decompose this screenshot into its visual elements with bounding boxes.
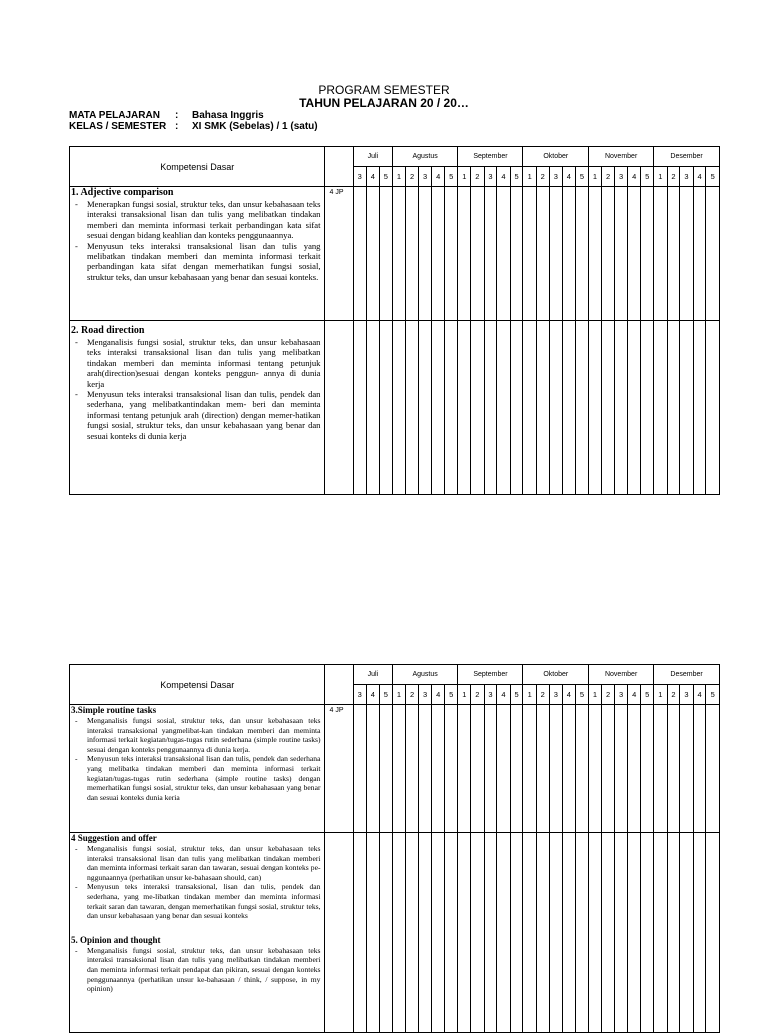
week-number: 3 [418, 685, 431, 705]
table-row [70, 705, 720, 833]
schedule-cell [706, 705, 720, 833]
schedule-cell [536, 187, 549, 321]
schedule-cell [589, 705, 602, 833]
week-number: 4 [628, 685, 641, 705]
week-number: 5 [575, 167, 588, 187]
schedule-cell [432, 833, 445, 1033]
kelas-semester-label: KELAS / SEMESTER [69, 121, 167, 132]
schedule-cell [484, 321, 497, 495]
schedule-cell [654, 833, 667, 1033]
schedule-cell [549, 187, 562, 321]
schedule-cell [601, 187, 614, 321]
schedule-cell [589, 187, 602, 321]
week-number: 4 [497, 167, 510, 187]
schedule-cell [641, 833, 654, 1033]
schedule-cell [523, 705, 536, 833]
month-november: November [589, 665, 654, 685]
schedule-cell [628, 187, 641, 321]
kompetensi-dasar-header: Kompetensi Dasar [70, 147, 325, 187]
week-number: 1 [458, 685, 471, 705]
schedule-cell [667, 833, 680, 1033]
schedule-cell [406, 321, 419, 495]
kd-bullet: - Menyusun teks interaksi transaksional lisan dan tulis yang melibatkan tindakan memberi dan meminta informasi terkait perbandingan kata sifat dengan memerhatikan fungsi sosial, struktur teks, dan unsur kebahasaan yang benar dan sesuai konteks. [71, 241, 320, 283]
week-number: 3 [615, 167, 628, 187]
schedule-cell [418, 833, 431, 1033]
schedule-cell [497, 705, 510, 833]
schedule-cell [680, 705, 693, 833]
mata-pelajaran-label: MATA PELAJARAN [69, 110, 160, 121]
week-number: 4 [562, 167, 575, 187]
schedule-cell [575, 187, 588, 321]
schedule-cell [575, 321, 588, 495]
schedule-cell [432, 705, 445, 833]
week-number: 4 [432, 685, 445, 705]
schedule-cell [706, 187, 720, 321]
schedule-cell [458, 321, 471, 495]
schedule-cell [536, 321, 549, 495]
schedule-cell [497, 321, 510, 495]
schedule-cell [641, 187, 654, 321]
schedule-cell [693, 833, 706, 1033]
schedule-cell [536, 833, 549, 1033]
schedule-cell [458, 833, 471, 1033]
week-number: 2 [406, 167, 419, 187]
schedule-cell [418, 187, 431, 321]
schedule-cell [523, 321, 536, 495]
schedule-cell [562, 321, 575, 495]
kd-title: 5. Opinion and thought [71, 934, 161, 945]
schedule-cell [379, 705, 392, 833]
schedule-cell [667, 187, 680, 321]
schedule-cell [589, 833, 602, 1033]
week-number: 2 [406, 685, 419, 705]
week-number: 1 [458, 167, 471, 187]
week-number: 2 [601, 685, 614, 705]
schedule-cell [575, 833, 588, 1033]
week-number: 3 [549, 685, 562, 705]
schedule-cell [601, 833, 614, 1033]
month-desember: Desember [654, 147, 720, 167]
schedule-cell [484, 187, 497, 321]
month-september: September [458, 665, 523, 685]
schedule-cell [562, 705, 575, 833]
kd-bullet: - Menganalisis fungsi sosial, struktur teks, dan unsur kebahasaan teks interaksi transaksional lisan dan tulis yang melibatkan tindakan memberi dan meminta informasi terkait saran dan tawaran, sesuai dengan konteks pe-nggunaannya (perhatikan unsur ke-bahasaan should, can) [71, 844, 320, 882]
schedule-cell [458, 187, 471, 321]
schedule-cell [379, 321, 392, 495]
week-number: 2 [667, 167, 680, 187]
week-number: 4 [497, 685, 510, 705]
schedule-cell [562, 833, 575, 1033]
month-agustus: Agustus [392, 147, 458, 167]
kd-title: 3.Simple routine tasks [71, 705, 157, 715]
schedule-cell [706, 321, 720, 495]
week-number: 3 [484, 685, 497, 705]
week-number: 3 [680, 167, 693, 187]
kd-bullet: - Menyusun teks interaksi transaksional lisan dan tulis, pendek dan sederhana yang melibatka tindakan memberi dan meminta informasi terkait kegiatan/tugas-tugas rutin sederhana (simple routine tasks) dengan memerhatikan fungsi sosial, struktur teks, dan unsur kebahasaan yang benar dan sesuai konteks dunia keria [71, 754, 320, 802]
schedule-cell [510, 705, 523, 833]
week-number: 5 [510, 167, 523, 187]
week-number: 2 [536, 685, 549, 705]
schedule-cell [628, 833, 641, 1033]
schedule-cell [392, 187, 405, 321]
week-number: 2 [667, 685, 680, 705]
month-oktober: Oktober [523, 147, 589, 167]
week-number: 3 [549, 167, 562, 187]
schedule-cell [445, 321, 458, 495]
kd-bullet: - Menyusun teks interaksi transaksional, lisan dan tulis, pendek dan sederhana, yang me-libatkan tindakan member dan meminta informasi terkait saran dan tawaran, dengan memerhatikan fungsi sosial, struktur teks, dan unsur kebahasaan yang benar dan sesuai konteks [71, 882, 320, 920]
week-number: 4 [366, 167, 379, 187]
schedule-cell [549, 705, 562, 833]
jp-header [325, 665, 353, 705]
schedule-cell [484, 833, 497, 1033]
week-number: 5 [641, 685, 654, 705]
schedule-cell [693, 705, 706, 833]
schedule-cell [366, 321, 379, 495]
jp-cell: 4 JP [325, 705, 353, 833]
schedule-cell [392, 321, 405, 495]
schedule-cell [406, 833, 419, 1033]
schedule-cell [693, 321, 706, 495]
kd-bullet: - Menerapkan fungsi sosial, struktur teks, dan unsur kebahasaan teks interaksi transaksional lisan dan tulis yang melibatkan tindakan memberi dan meminta informasi terkait perbandingan kata sifat sesuai dengan bidang keahlian dan konteks penggunaannya. [71, 199, 320, 241]
week-number: 3 [353, 167, 366, 187]
schedule-table-2 [69, 664, 720, 1033]
page-title: PROGRAM SEMESTER [318, 83, 450, 97]
schedule-cell [379, 187, 392, 321]
schedule-cell [615, 833, 628, 1033]
week-number: 5 [445, 167, 458, 187]
schedule-cell [366, 705, 379, 833]
schedule-cell [432, 321, 445, 495]
week-number: 4 [628, 167, 641, 187]
mata-pelajaran-value: Bahasa Inggris [192, 110, 264, 121]
kompetensi-dasar-header: Kompetensi Dasar [70, 665, 325, 705]
jp-cell [325, 321, 353, 495]
schedule-cell [471, 321, 484, 495]
week-number: 2 [471, 685, 484, 705]
schedule-cell [641, 321, 654, 495]
schedule-cell [510, 187, 523, 321]
kd-title: 4 Suggestion and offer [71, 833, 157, 843]
week-number: 4 [562, 685, 575, 705]
month-juli: Juli [353, 665, 392, 685]
schedule-cell [654, 187, 667, 321]
week-number: 4 [693, 167, 706, 187]
schedule-cell [353, 321, 366, 495]
schedule-cell [615, 705, 628, 833]
schedule-cell [575, 705, 588, 833]
schedule-cell [366, 187, 379, 321]
schedule-cell [471, 705, 484, 833]
schedule-cell [601, 321, 614, 495]
schedule-cell [406, 187, 419, 321]
schedule-cell [471, 833, 484, 1033]
jp-cell [325, 833, 353, 1033]
schedule-cell [628, 705, 641, 833]
schedule-cell [680, 833, 693, 1033]
week-number: 5 [641, 167, 654, 187]
schedule-cell [353, 833, 366, 1033]
schedule-cell [471, 187, 484, 321]
schedule-cell [445, 187, 458, 321]
week-number: 4 [366, 685, 379, 705]
kd-bullet: - Menganalisis fungsi sosial, struktur teks, dan unsur kebahasaan teks interaksi transaksional yangmelibat-kan tindakan memberi dan meminta informasi terkait kegiatan/tugas-tugas rutin sederhana (simple routine tasks) sesuai dengan konteks penggunaannya di dunia kerja. [71, 716, 320, 754]
schedule-cell [523, 833, 536, 1033]
table-row [70, 833, 720, 1033]
month-oktober: Oktober [523, 665, 589, 685]
schedule-cell [628, 321, 641, 495]
week-number: 5 [706, 685, 720, 705]
schedule-cell [510, 833, 523, 1033]
schedule-cell [549, 321, 562, 495]
schedule-cell [693, 187, 706, 321]
kd-title: 2. Road direction [71, 325, 145, 336]
schedule-cell [680, 187, 693, 321]
schedule-cell [353, 187, 366, 321]
week-number: 1 [523, 167, 536, 187]
schedule-cell [589, 321, 602, 495]
table-row [70, 321, 720, 495]
schedule-cell [654, 321, 667, 495]
week-number: 1 [654, 167, 667, 187]
kd-cell [70, 833, 325, 1033]
schedule-cell [667, 321, 680, 495]
week-number: 5 [575, 685, 588, 705]
schedule-cell [562, 187, 575, 321]
month-november: November [589, 147, 654, 167]
kd-cell [70, 187, 325, 321]
schedule-cell [418, 705, 431, 833]
schedule-cell [601, 705, 614, 833]
schedule-table-1 [69, 146, 720, 495]
schedule-cell [510, 321, 523, 495]
week-number: 1 [654, 685, 667, 705]
schedule-cell [484, 705, 497, 833]
schedule-cell [445, 833, 458, 1033]
schedule-cell [641, 705, 654, 833]
week-number: 1 [589, 167, 602, 187]
kd-bullet: - Menganalisis fungsi sosial, struktur teks, dan unsur kebahasaan teks interaksi transaksional lisan dan tulis yang melibatkan tindakan memberi dan meminta informasi tentang petunjuk arah(direction)sesuai dengan konteks penggun- annya di dunia kerja [71, 337, 320, 389]
schedule-cell [353, 705, 366, 833]
week-number: 2 [471, 167, 484, 187]
schedule-cell [549, 833, 562, 1033]
month-september: September [458, 147, 523, 167]
schedule-cell [432, 187, 445, 321]
kd-bullet: - Menyusun teks interaksi transaksional lisan dan tulis, pendek dan sederhana, yang melibatkantindakan mem- beri dan meminta informasi tentang petunjuk arah (direction) dengan memer-hatikan fungsi sosial, struktur teks, dan unsur kebahasaan yang benar dan sesuai konteks di dunia kerja [71, 389, 320, 441]
kd-cell [70, 705, 325, 833]
schedule-cell [497, 187, 510, 321]
week-number: 3 [418, 167, 431, 187]
jp-cell: 4 JP [325, 187, 353, 321]
kd-title: 1. Adjective comparison [71, 187, 174, 198]
schedule-cell [667, 705, 680, 833]
colon: : [175, 110, 179, 121]
schedule-cell [392, 705, 405, 833]
kelas-semester-value: XI SMK (Sebelas) / 1 (satu) [192, 121, 318, 132]
schedule-cell [418, 321, 431, 495]
schedule-cell [654, 705, 667, 833]
schedule-cell [392, 833, 405, 1033]
schedule-cell [680, 321, 693, 495]
schedule-cell [523, 187, 536, 321]
week-number: 5 [706, 167, 720, 187]
table-row [70, 187, 720, 321]
week-number: 1 [523, 685, 536, 705]
week-number: 3 [353, 685, 366, 705]
week-number: 1 [392, 167, 405, 187]
month-desember: Desember [654, 665, 720, 685]
week-number: 3 [615, 685, 628, 705]
week-number: 1 [392, 685, 405, 705]
page-subtitle: TAHUN PELAJARAN 20 / 20… [299, 96, 469, 110]
schedule-cell [706, 833, 720, 1033]
week-number: 4 [693, 685, 706, 705]
week-number: 1 [589, 685, 602, 705]
week-number: 3 [680, 685, 693, 705]
week-number: 5 [379, 167, 392, 187]
week-number: 2 [601, 167, 614, 187]
week-number: 2 [536, 167, 549, 187]
schedule-cell [406, 705, 419, 833]
month-agustus: Agustus [392, 665, 458, 685]
week-number: 5 [445, 685, 458, 705]
schedule-cell [379, 833, 392, 1033]
week-number: 5 [379, 685, 392, 705]
colon: : [175, 121, 179, 132]
week-number: 4 [432, 167, 445, 187]
kd-cell [70, 321, 325, 495]
schedule-cell [366, 833, 379, 1033]
week-number: 3 [484, 167, 497, 187]
schedule-cell [458, 705, 471, 833]
schedule-cell [497, 833, 510, 1033]
schedule-cell [445, 705, 458, 833]
kd-bullet: - Menganalisis fungsi sosial, struktur teks, dan unsur kebahasaan teks interaksi transaksional lisan dan tulis yang melibatkan tindakan memberi dan meminta informasi terkait pendapat dan pikiran, sesuai dengan konteks penggunaannya (perhatikan unsur ke-bahasaan / think, / suppose, in my opinion) [71, 946, 320, 994]
month-juli: Juli [353, 147, 392, 167]
schedule-cell [536, 705, 549, 833]
schedule-cell [615, 321, 628, 495]
schedule-cell [615, 187, 628, 321]
week-number: 5 [510, 685, 523, 705]
jp-header [325, 147, 353, 187]
